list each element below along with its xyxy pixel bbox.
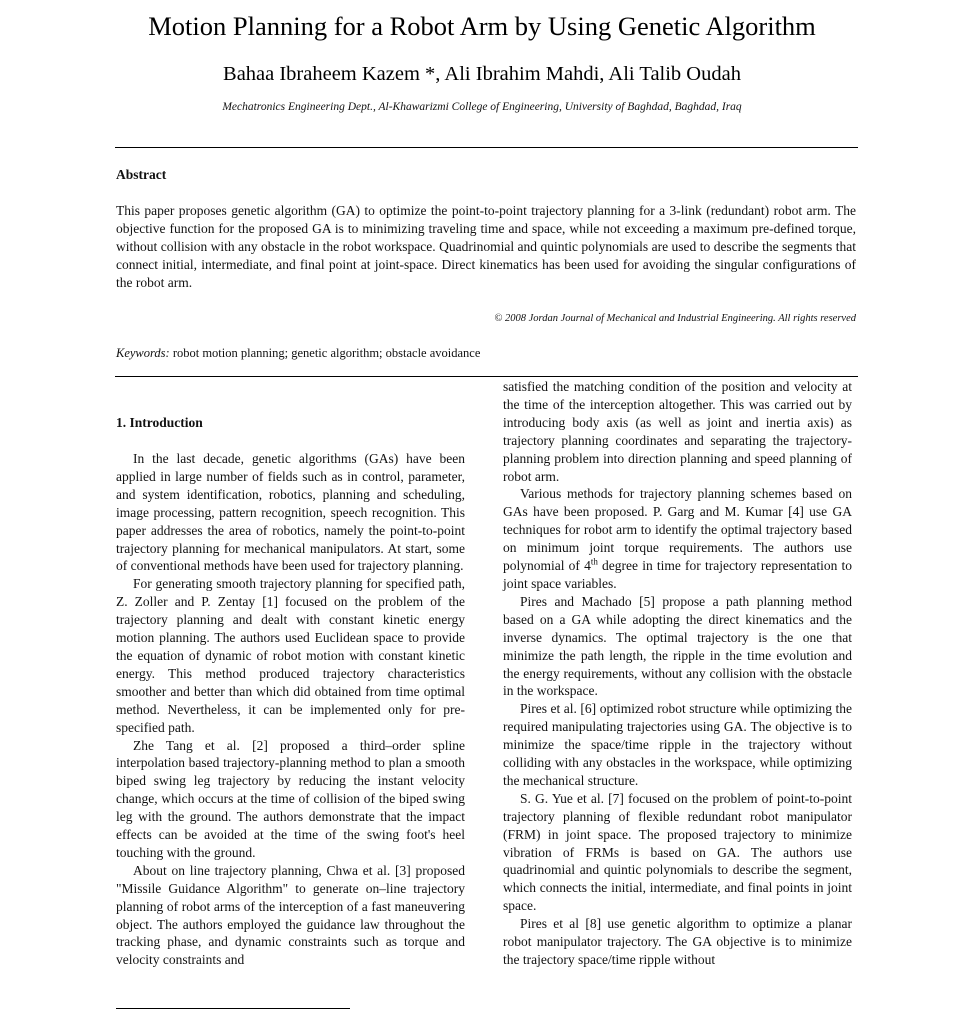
right-paragraph-4: S. G. Yue et al. [7] focused on the problem of point-to-point trajectory planning of flexible redundant robot manipulator (FRM) in joint space. The proposed trajectory to minimize vibration of FRMs is based on GA. The authors use quadrinomial and quintic polynomials to describe the segment, which connects the initial, intermediate, and final points in joint space. [503,790,852,914]
right-paragraph-1-end: degree in time for trajectory representation to joint space variables. [503,558,852,591]
footnote-divider [116,1008,350,1009]
degree-superscript: th [590,556,598,567]
abstract-heading: Abstract [116,167,167,182]
degree-number: 4 [584,558,591,574]
keywords-label: Keywords: [116,346,170,360]
abstract-divider [115,376,858,377]
right-paragraph-1-text: Various methods for trajectory planning schemes based on GAs have been proposed. P. Garg and M. Kumar [4] use GA techniques for robot arm to identify the optimal trajectory based on minimum joint torque requirements. The authors use polynomial of [503,486,852,574]
section-heading-introduction: 1. Introduction [116,415,203,430]
paper-authors: Bahaa Ibraheem Kazem *, Ali Ibrahim Mahdi, Ali Talib Oudah [223,63,741,85]
right-paragraph-2: Pires and Machado [5] propose a path planning method based on a GA while adopting the direct kinematics and the inverse dynamics. The optimal trajectory is the one that minimize the path length, the ripple in the time evolution and the energy requirements, without any collision with the obstacle in the workspace. [503,593,852,699]
right-column [503,378,852,969]
keywords-line [116,345,480,361]
header-divider [115,147,858,148]
paper-affiliation: Mechatronics Engineering Dept., Al-Khawarizmi College of Engineering, University of Baghdad, Baghdad, Iraq [222,101,742,113]
left-column [116,414,465,969]
intro-paragraph-2: For generating smooth trajectory planning for specified path, Z. Zoller and P. Zentay [1] focused on the problem of the trajectory planning and dealt with constant kinetic energy motion planning. The authors used Euclidean space to provide the equation of dynamic of robot motion with constant kinetic energy. This method produced trajectory characteristics smoother and better than which did obtained from time optimal method. Nevertheless, it can be implemented only for pre-specified path. [116,576,465,735]
right-paragraph-1 [503,485,852,592]
right-paragraph-5: Pires et al [8] use genetic algorithm to optimize a planar robot manipulator trajectory. The GA objective is to minimize the trajectory space/time ripple without [503,916,852,967]
right-paragraph-0: satisfied the matching condition of the position and velocity at the time of the interception altogether. This was carried out by introducing body axis (as well as joint and inertia axis) as trajectory planning coordinates and separating the trajectory-planning problem into direction planning and speed planning of robot arm. [503,379,852,484]
intro-paragraph-3: Zhe Tang et al. [2] proposed a third–order spline interpolation based trajectory-planning method to plan a smooth biped swing leg trajectory by reducing the instant velocity change, which occurs at the time of collision of the biped swing leg with the ground. The authors demonstrate that the impact effects can be avoided at the time of the swing foot's heel touching with the ground. [116,737,465,860]
intro-paragraph-4: About on line trajectory planning, Chwa et al. [3] proposed "Missile Guidance Algorithm" to generate on–line trajectory planning of robot arms of the interception of a fast maneuvering object. The authors employed the guidance law throughout the tracking phase, and dynamic constraints such as torque and velocity constraints and [116,862,465,968]
copyright-notice: © 2008 Jordan Journal of Mechanical and Industrial Engineering. All rights reserved [494,313,856,324]
paper-title: Motion Planning for a Robot Arm by Using Genetic Algorithm [148,11,816,41]
right-paragraph-3: Pires et al. [6] optimized robot structure while optimizing the required manipulating trajectories using GA. The objective is to minimize the space/time ripple in the trajectory without colliding with any obstacles in the workspace, while optimizing the mechanical structure. [503,701,852,788]
abstract-text: This paper proposes genetic algorithm (GA) to optimize the point-to-point trajectory planning for a 3-link (redundant) robot arm. The objective function for the proposed GA is to minimizing traveling time and space, while not exceeding a maximum pre-defined torque, without collision with any obstacle in the robot workspace. Quadrinomial and quintic polynomials are used to describe the segments that connect initial, intermediate, and final point at joint-space. Direct kinematics has been used for avoiding the singular configurations of the robot arm. [116,203,856,290]
intro-paragraph-1: In the last decade, genetic algorithms (GAs) have been applied in large number of fields such as in control, parameter, and system identification, robotics, planning and scheduling, image processing, pattern recognition, speech recognition. This paper addresses the area of robotics, namely the point-to-point trajectory planning for mechanical manipulators. At start, some of conventional methods have been used for trajectory planning. [116,451,465,574]
keywords-text: robot motion planning; genetic algorithm; obstacle avoidance [169,346,481,360]
